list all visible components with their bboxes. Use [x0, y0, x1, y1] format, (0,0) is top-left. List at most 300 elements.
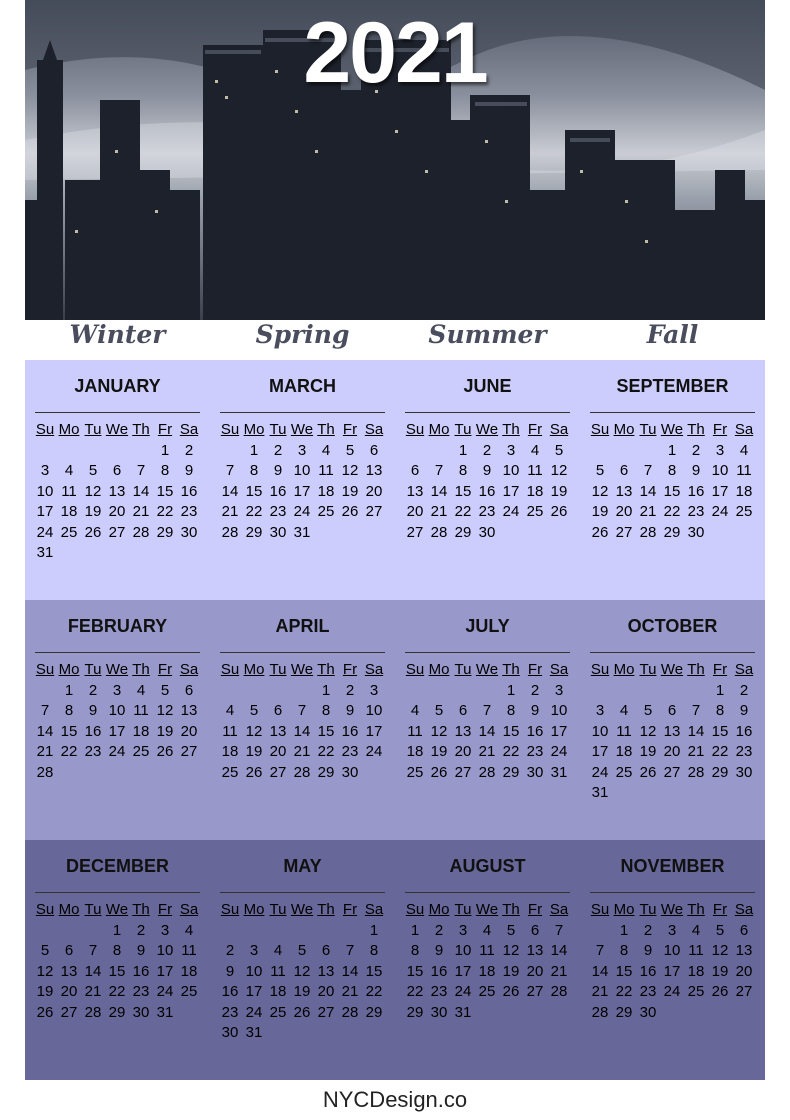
day-cell: 22: [108, 983, 126, 1000]
day-cell: 21: [132, 503, 150, 520]
day-cell: 14: [639, 482, 657, 500]
day-cell: 26: [502, 983, 520, 1000]
day-cell: 10: [293, 462, 311, 479]
weekday-header: Su: [590, 901, 610, 918]
day-cell: 6: [64, 942, 74, 959]
day-cell: 2: [434, 921, 444, 939]
day-cell: 10: [156, 942, 174, 959]
day-cell: 15: [108, 962, 126, 980]
day-cell: 4: [619, 702, 629, 719]
day-cell: 25: [687, 983, 705, 1000]
weekday-header: Tu: [84, 421, 102, 438]
day-cell: 20: [269, 743, 287, 760]
day-cell: 5: [595, 462, 605, 479]
day-cell: 7: [297, 702, 307, 719]
day-cell: 22: [502, 743, 520, 760]
day-cell: 17: [36, 503, 54, 520]
day-cell: 2: [184, 441, 194, 459]
season-fall: Fall: [646, 320, 699, 349]
day-cell: 9: [434, 942, 444, 959]
day-cell: 28: [221, 523, 239, 541]
month-name: JULY: [465, 616, 510, 636]
weekday-header: We: [660, 661, 684, 678]
day-cell: 10: [454, 942, 472, 959]
day-cell: 13: [454, 722, 472, 740]
day-cell: 13: [180, 702, 198, 719]
city-skyline-photo: [25, 0, 765, 320]
day-cell: 7: [595, 942, 605, 959]
day-cell: 12: [36, 962, 54, 980]
day-cell: 6: [667, 702, 677, 719]
day-cell: 17: [245, 983, 263, 1000]
day-cell: 26: [36, 1003, 54, 1021]
day-cell: 8: [410, 942, 420, 959]
day-cell: 16: [639, 962, 657, 980]
weekday-header: Mo: [243, 901, 265, 918]
day-cell: 26: [430, 763, 448, 781]
month-december: [25, 840, 210, 1080]
weekday-header: Fr: [342, 421, 358, 438]
weekday-header: We: [105, 421, 129, 438]
month-january: [25, 360, 210, 600]
month-divider: [405, 892, 570, 893]
month-name: MAY: [283, 856, 322, 876]
day-cell: 17: [156, 962, 174, 980]
month-divider: [35, 892, 200, 893]
day-cell: 2: [643, 921, 653, 939]
day-cell: 12: [711, 942, 729, 959]
day-cell: 13: [526, 942, 544, 959]
month-june: [395, 360, 580, 600]
day-cell: 10: [550, 702, 568, 719]
weekday-header: Tu: [454, 901, 472, 918]
day-cell: 28: [639, 523, 657, 541]
day-cell: 16: [180, 482, 198, 500]
calendar-row-2: [25, 600, 765, 840]
day-cell: 17: [663, 962, 681, 980]
day-cell: 5: [249, 702, 259, 719]
day-cell: 3: [715, 441, 725, 459]
day-cell: 12: [430, 722, 448, 740]
weekday-header: Fr: [527, 661, 543, 678]
day-cell: 8: [249, 462, 259, 479]
weekday-header: Tu: [269, 901, 287, 918]
day-cell: 5: [506, 921, 516, 939]
day-cell: 22: [156, 503, 174, 520]
day-cell: 28: [478, 763, 496, 781]
month-march: [210, 360, 395, 600]
season-labels: [25, 318, 765, 360]
month-september: [580, 360, 765, 600]
day-cell: 1: [249, 441, 259, 459]
month-name: JANUARY: [74, 376, 161, 396]
weekday-header: Fr: [157, 421, 173, 438]
day-cell: 7: [434, 462, 444, 479]
day-cell: 30: [639, 1003, 657, 1021]
day-cell: 30: [269, 523, 287, 541]
day-cell: 28: [341, 1003, 359, 1021]
day-cell: 17: [108, 722, 126, 740]
day-cell: 23: [639, 983, 657, 1000]
day-cell: 1: [112, 921, 122, 939]
day-cell: 20: [663, 743, 681, 760]
day-cell: 23: [132, 983, 150, 1000]
day-cell: 13: [615, 482, 633, 500]
day-cell: 11: [61, 482, 77, 500]
weekday-header: Fr: [157, 661, 173, 678]
day-cell: 28: [84, 1003, 102, 1021]
day-cell: 23: [341, 743, 359, 760]
month-name: MARCH: [269, 376, 336, 396]
day-cell: 11: [616, 722, 632, 740]
day-cell: 5: [715, 921, 725, 939]
month-divider: [220, 412, 385, 413]
day-cell: 24: [156, 983, 174, 1000]
day-cell: 11: [407, 722, 423, 740]
day-cell: 26: [711, 983, 729, 1000]
weekday-header: Mo: [613, 901, 635, 918]
day-cell: 29: [615, 1003, 633, 1021]
day-cell: 7: [691, 702, 701, 719]
day-cell: 7: [88, 942, 98, 959]
day-cell: 26: [639, 763, 657, 781]
calendar-row-3: [25, 840, 765, 1080]
day-cell: 21: [478, 743, 496, 760]
day-cell: 20: [365, 482, 383, 500]
day-cell: 7: [225, 462, 235, 479]
day-cell: 9: [643, 942, 653, 959]
day-cell: 21: [36, 743, 54, 760]
day-cell: 25: [269, 1003, 287, 1021]
weekday-header: Su: [405, 901, 425, 918]
day-cell: 12: [341, 462, 359, 479]
day-cell: 3: [249, 942, 259, 959]
day-cell: 23: [526, 743, 544, 760]
weekday-header: Tu: [269, 661, 287, 678]
day-cell: 1: [619, 921, 629, 939]
day-cell: 8: [112, 942, 122, 959]
day-cell: 8: [667, 462, 677, 479]
day-cell: 28: [550, 983, 568, 1000]
day-cell: 1: [64, 681, 74, 699]
day-cell: 11: [736, 462, 752, 479]
day-cell: 11: [318, 462, 334, 479]
weekday-header: Th: [502, 421, 520, 438]
day-cell: 2: [739, 681, 749, 699]
day-cell: 17: [550, 722, 568, 740]
day-cell: 6: [112, 462, 122, 479]
day-cell: 4: [530, 441, 540, 459]
day-cell: 23: [221, 1003, 239, 1021]
weekday-header: We: [475, 901, 499, 918]
day-cell: 10: [663, 942, 681, 959]
month-divider: [405, 652, 570, 653]
month-divider: [405, 412, 570, 413]
day-cell: 25: [406, 763, 424, 781]
day-cell: 7: [482, 702, 492, 719]
day-cell: 12: [293, 962, 311, 980]
day-cell: 4: [136, 681, 146, 699]
day-cell: 3: [40, 462, 50, 479]
day-cell: 13: [663, 722, 681, 740]
weekday-header: Sa: [179, 661, 199, 678]
day-cell: 6: [619, 462, 629, 479]
weekday-header: Su: [590, 421, 610, 438]
day-cell: 25: [526, 503, 544, 520]
day-cell: 31: [36, 544, 54, 561]
day-cell: 14: [430, 482, 448, 500]
day-cell: 18: [180, 962, 198, 980]
day-cell: 1: [506, 681, 516, 699]
day-cell: 23: [84, 743, 102, 760]
day-cell: 30: [180, 523, 198, 541]
day-cell: 23: [687, 503, 705, 520]
weekday-header: We: [105, 661, 129, 678]
day-cell: 9: [273, 462, 283, 479]
day-cell: 18: [221, 743, 239, 760]
day-cell: 27: [406, 523, 424, 541]
month-divider: [35, 412, 200, 413]
day-cell: 5: [345, 441, 355, 459]
day-cell: 17: [711, 482, 729, 500]
day-cell: 9: [691, 462, 701, 479]
day-cell: 18: [317, 482, 335, 500]
day-cell: 22: [454, 503, 472, 520]
day-cell: 16: [84, 722, 102, 740]
weekday-header: Mo: [243, 661, 265, 678]
day-cell: 27: [663, 763, 681, 781]
day-cell: 5: [643, 702, 653, 719]
weekday-header: We: [105, 901, 129, 918]
day-cell: 15: [156, 482, 174, 500]
day-cell: 10: [711, 462, 729, 479]
month-february: [25, 600, 210, 840]
day-cell: 9: [88, 702, 98, 719]
day-cell: 27: [526, 983, 544, 1000]
day-cell: 31: [156, 1003, 174, 1021]
day-cell: 8: [64, 702, 74, 719]
weekday-header: Su: [405, 421, 425, 438]
day-cell: 19: [293, 983, 311, 1000]
weekday-header: Fr: [527, 901, 543, 918]
day-cell: 24: [502, 503, 520, 520]
day-cell: 1: [410, 921, 420, 939]
weekday-header: Sa: [734, 661, 754, 678]
day-cell: 11: [133, 702, 149, 719]
day-cell: 21: [341, 983, 359, 1000]
day-cell: 10: [365, 702, 383, 719]
day-cell: 9: [184, 462, 194, 479]
day-cell: 24: [108, 743, 126, 760]
day-cell: 25: [132, 743, 150, 760]
day-cell: 9: [482, 462, 492, 479]
day-cell: 19: [591, 503, 609, 520]
day-cell: 22: [663, 503, 681, 520]
day-cell: 19: [84, 503, 102, 520]
day-cell: 8: [506, 702, 516, 719]
day-cell: 14: [293, 722, 311, 740]
day-cell: 31: [454, 1003, 472, 1021]
month-divider: [590, 412, 755, 413]
day-cell: 4: [691, 921, 701, 939]
weekday-header: Th: [687, 901, 705, 918]
day-cell: 24: [454, 983, 472, 1000]
day-cell: 29: [663, 523, 681, 541]
day-cell: 4: [321, 441, 331, 459]
weekday-header: Th: [502, 901, 520, 918]
day-cell: 25: [317, 503, 335, 520]
day-cell: 16: [478, 482, 496, 500]
day-cell: 29: [406, 1003, 424, 1021]
day-cell: 19: [639, 743, 657, 760]
day-cell: 10: [502, 462, 520, 479]
day-cell: 27: [180, 743, 198, 760]
day-cell: 2: [273, 441, 283, 459]
month-divider: [590, 652, 755, 653]
day-cell: 15: [663, 482, 681, 500]
day-cell: 19: [245, 743, 263, 760]
day-cell: 16: [269, 482, 287, 500]
day-cell: 18: [269, 983, 287, 1000]
day-cell: 19: [502, 962, 520, 980]
day-cell: 12: [245, 722, 263, 740]
day-cell: 8: [321, 702, 331, 719]
weekday-header: Fr: [712, 901, 728, 918]
day-cell: 12: [639, 722, 657, 740]
day-cell: 20: [454, 743, 472, 760]
day-cell: 23: [478, 503, 496, 520]
day-cell: 6: [273, 702, 283, 719]
weekday-header: Sa: [549, 661, 569, 678]
day-cell: 1: [667, 441, 677, 459]
day-cell: 7: [345, 942, 355, 959]
day-cell: 14: [687, 722, 705, 740]
day-cell: 26: [293, 1003, 311, 1021]
weekday-header: Mo: [58, 901, 80, 918]
weekday-header: Su: [220, 901, 240, 918]
day-cell: 26: [84, 523, 102, 541]
day-cell: 25: [615, 763, 633, 781]
month-name: SEPTEMBER: [616, 376, 729, 396]
calendar-row-1: [25, 360, 765, 600]
day-cell: 31: [245, 1024, 263, 1041]
day-cell: 27: [735, 983, 753, 1000]
day-cell: 14: [221, 482, 239, 500]
day-cell: 9: [739, 702, 749, 719]
weekday-header: Th: [317, 661, 335, 678]
day-cell: 6: [369, 441, 379, 459]
day-cell: 3: [160, 921, 170, 939]
day-cell: 10: [245, 962, 263, 980]
weekday-header: We: [290, 421, 314, 438]
day-cell: 20: [615, 503, 633, 520]
day-cell: 18: [526, 482, 544, 500]
day-cell: 21: [591, 983, 609, 1000]
day-cell: 3: [458, 921, 468, 939]
day-cell: 21: [550, 962, 568, 980]
day-cell: 4: [64, 462, 74, 479]
day-cell: 21: [639, 503, 657, 520]
day-cell: 9: [345, 702, 355, 719]
month-october: [580, 600, 765, 840]
day-cell: 22: [365, 983, 383, 1000]
month-divider: [220, 652, 385, 653]
day-cell: 6: [458, 702, 468, 719]
day-cell: 4: [739, 441, 749, 459]
day-cell: 28: [36, 763, 54, 781]
weekday-header: We: [660, 901, 684, 918]
day-cell: 4: [184, 921, 194, 939]
day-cell: 1: [715, 681, 725, 699]
day-cell: 6: [530, 921, 540, 939]
day-cell: 3: [112, 681, 122, 699]
day-cell: 27: [108, 523, 126, 541]
day-cell: 5: [554, 441, 564, 459]
day-cell: 2: [482, 441, 492, 459]
weekday-header: We: [660, 421, 684, 438]
day-cell: 6: [184, 681, 194, 699]
day-cell: 27: [60, 1003, 78, 1021]
day-cell: 15: [406, 962, 424, 980]
month-name: JUNE: [463, 376, 512, 396]
weekday-header: Sa: [734, 421, 754, 438]
day-cell: 26: [341, 503, 359, 520]
weekday-header: Tu: [269, 421, 287, 438]
day-cell: 16: [341, 722, 359, 740]
weekday-header: Th: [687, 661, 705, 678]
day-cell: 10: [591, 722, 609, 740]
season-winter: Winter: [69, 320, 166, 349]
weekday-header: Tu: [84, 661, 102, 678]
day-cell: 5: [160, 681, 170, 699]
weekday-header: Tu: [84, 901, 102, 918]
weekday-header: Sa: [179, 421, 199, 438]
day-cell: 23: [269, 503, 287, 520]
day-cell: 23: [180, 503, 198, 520]
day-cell: 23: [430, 983, 448, 1000]
day-cell: 24: [245, 1003, 263, 1021]
day-cell: 14: [84, 962, 102, 980]
day-cell: 6: [410, 462, 420, 479]
day-cell: 4: [273, 942, 283, 959]
day-cell: 3: [506, 441, 516, 459]
day-cell: 11: [688, 942, 704, 959]
day-cell: 27: [269, 763, 287, 781]
day-cell: 16: [221, 983, 239, 1000]
day-cell: 4: [482, 921, 492, 939]
day-cell: 8: [369, 942, 379, 959]
day-cell: 18: [615, 743, 633, 760]
weekday-header: Sa: [364, 661, 384, 678]
day-cell: 26: [591, 523, 609, 541]
day-cell: 31: [550, 763, 568, 781]
day-cell: 20: [60, 983, 78, 1000]
day-cell: 12: [84, 482, 102, 500]
month-divider: [590, 892, 755, 893]
day-cell: 30: [132, 1003, 150, 1021]
day-cell: 19: [430, 743, 448, 760]
month-name: OCTOBER: [627, 616, 718, 636]
day-cell: 13: [735, 942, 753, 959]
weekday-header: Fr: [712, 421, 728, 438]
day-cell: 5: [88, 462, 98, 479]
day-cell: 15: [615, 962, 633, 980]
day-cell: 9: [225, 962, 235, 980]
day-cell: 13: [108, 482, 126, 500]
day-cell: 22: [245, 503, 263, 520]
day-cell: 18: [60, 503, 78, 520]
month-name: APRIL: [275, 616, 330, 636]
